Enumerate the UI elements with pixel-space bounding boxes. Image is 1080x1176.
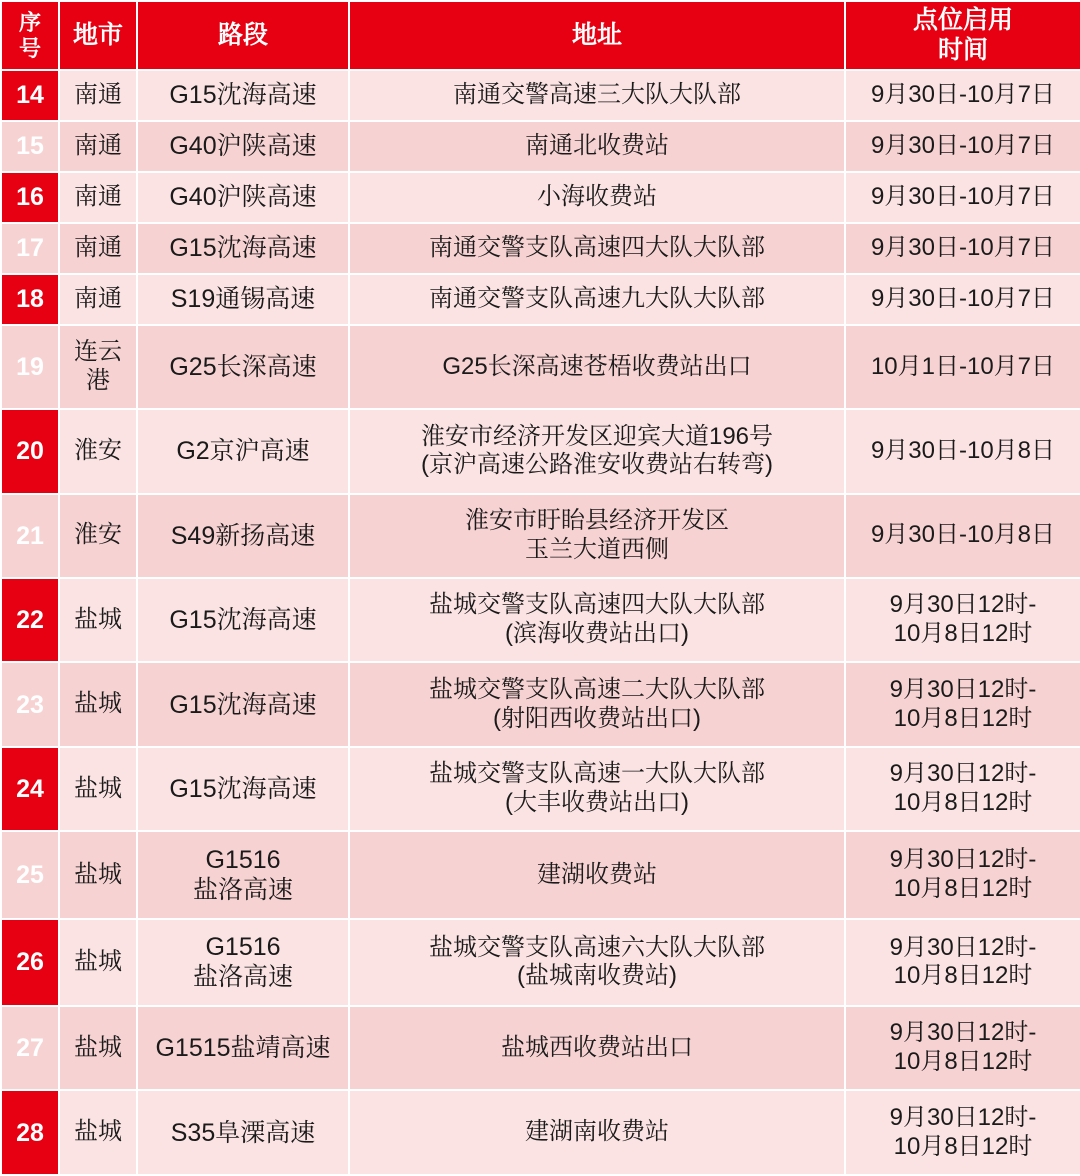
row-index-cell [1,747,59,831]
row-time-cell [845,578,1080,662]
row-road-cell-line-1: G15沈海高速 [169,234,317,263]
row-time-cell-line-2: 10月8日12时 [893,789,1033,817]
row-index-cell [1,172,59,223]
row-index-cell-line-1: 16 [16,183,44,212]
row-address-cell-line-1: 南通北收费站 [525,132,669,160]
row-index-cell [1,662,59,746]
row-index-cell [1,1090,59,1175]
row-road-cell [137,274,349,325]
row-address-cell [349,662,845,746]
row-address-cell [349,578,845,662]
row-index-cell-line-1: 26 [16,948,44,977]
row-road-cell-line-1: G1516 [205,933,281,962]
row-index-cell [1,578,59,662]
row-time-cell-line-1: 9月30日-10月7日 [870,233,1056,261]
row-city-cell [59,662,137,746]
row-city-cell-line-1: 盐城 [74,1033,122,1061]
row-city-cell [59,274,137,325]
column-header-time [845,1,1080,70]
table-row [1,70,1080,121]
row-address-cell [349,919,845,1006]
row-address-cell [349,172,845,223]
row-address-cell-line-1: 南通交警高速三大队大队部 [453,81,741,109]
row-road-cell [137,223,349,274]
table-row [1,223,1080,274]
row-time-cell-line-1: 9月30日12时- [889,933,1037,961]
table-header-row [1,1,1080,70]
row-time-cell [845,70,1080,121]
row-time-cell-line-1: 9月30日-10月7日 [870,182,1056,210]
row-time-cell-line-1: 9月30日-10月7日 [870,81,1056,109]
row-address-cell-line-2: (京沪高速公路淮安收费站右转弯) [421,451,773,479]
row-index-cell-line-1: 17 [16,234,44,263]
row-road-cell-line-1: S19通锡高速 [170,285,316,314]
row-time-cell [845,747,1080,831]
row-time-cell-line-1: 9月30日12时- [889,1019,1037,1047]
row-city-cell [59,121,137,172]
row-time-cell-line-2: 10月8日12时 [893,704,1033,732]
row-index-cell-line-1: 21 [16,521,44,550]
row-time-cell-line-2: 10月8日12时 [893,620,1033,648]
row-address-cell-line-2: (盐城南收费站) [517,962,677,990]
row-time-cell-line-1: 9月30日12时- [889,1103,1037,1131]
row-city-cell-line-1: 淮安 [74,521,122,549]
table-row [1,662,1080,746]
row-address-cell-line-1: 盐城交警支队高速四大队大队部 [429,591,765,619]
row-city-cell-line-1: 盐城 [74,605,122,633]
row-city-cell [59,578,137,662]
row-index-cell [1,70,59,121]
row-time-cell-line-1: 9月30日-10月7日 [870,284,1056,312]
row-time-cell-line-1: 10月1日-10月7日 [870,352,1056,380]
table-row [1,1090,1080,1175]
row-city-cell-line-1: 南通 [74,81,122,109]
row-road-cell-line-1: G15沈海高速 [169,606,317,635]
row-road-cell [137,494,349,578]
table-row [1,831,1080,918]
row-road-cell [137,325,349,409]
row-index-cell-line-1: 23 [16,690,44,719]
row-index-cell-line-1: 14 [16,81,44,110]
row-road-cell [137,1006,349,1090]
row-city-cell [59,1090,137,1175]
row-address-cell [349,494,845,578]
row-address-cell [349,409,845,493]
row-time-cell-line-2: 10月8日12时 [893,1132,1033,1160]
row-city-cell [59,1006,137,1090]
row-index-cell [1,494,59,578]
row-address-cell [349,747,845,831]
row-index-cell-line-1: 19 [16,352,44,381]
row-city-cell-line-1: 连云 [74,338,122,366]
column-header-time-line-1: 点位启用 [912,6,1013,34]
row-time-cell-line-1: 9月30日12时- [889,591,1037,619]
row-city-cell [59,409,137,493]
row-address-cell-line-1: 盐城交警支队高速一大队大队部 [429,760,765,788]
row-road-cell-line-1: G40沪陕高速 [169,183,317,212]
row-index-cell [1,409,59,493]
row-city-cell-line-1: 盐城 [74,947,122,975]
row-address-cell-line-1: 盐城西收费站出口 [501,1033,693,1061]
row-city-cell-line-1: 盐城 [74,1118,122,1146]
row-time-cell [845,274,1080,325]
row-index-cell [1,919,59,1006]
row-time-cell [845,494,1080,578]
row-city-cell-line-1: 南通 [74,182,122,210]
row-road-cell [137,121,349,172]
row-address-cell-line-1: 淮安市经济开发区迎宾大道196号 [420,422,774,450]
row-road-cell-line-1: G25长深高速 [169,352,317,381]
row-address-cell-line-2: 玉兰大道西侧 [525,535,669,563]
row-road-cell-line-1: G1515盐靖高速 [155,1034,331,1063]
column-header-address: 地址 [349,1,845,70]
row-road-cell-line-2: 盐洛高速 [192,875,293,904]
row-time-cell-line-1: 9月30日12时- [889,760,1037,788]
table-row [1,274,1080,325]
column-header-index [1,1,59,70]
row-index-cell [1,223,59,274]
row-time-cell [845,662,1080,746]
table-body [1,70,1080,1175]
table-row [1,409,1080,493]
row-address-cell-line-2: (滨海收费站出口) [505,620,689,648]
row-city-cell [59,494,137,578]
row-road-cell-line-1: G40沪陕高速 [169,132,317,161]
row-city-cell [59,919,137,1006]
column-header-index-line-2: 号 [18,35,41,61]
row-road-cell [137,409,349,493]
table-row [1,1006,1080,1090]
row-road-cell-line-1: S35阜溧高速 [170,1118,316,1147]
row-address-cell-line-1: 盐城交警支队高速六大队大队部 [429,933,765,961]
row-time-cell-line-2: 10月8日12时 [893,1048,1033,1076]
row-road-cell [137,578,349,662]
row-city-cell-line-1: 南通 [74,284,122,312]
row-road-cell-line-1: S49新扬高速 [170,521,316,550]
row-road-cell-line-1: G15沈海高速 [169,690,317,719]
row-road-cell-line-1: G1516 [205,845,281,874]
column-header-road: 路段 [137,1,349,70]
row-time-cell [845,1090,1080,1175]
row-index-cell [1,274,59,325]
row-address-cell [349,70,845,121]
row-road-cell-line-1: G15沈海高速 [169,775,317,804]
row-time-cell [845,1006,1080,1090]
row-city-cell-line-1: 盐城 [74,774,122,802]
row-address-cell-line-1: 南通交警支队高速九大队大队部 [429,284,765,312]
table-row [1,121,1080,172]
row-road-cell [137,1090,349,1175]
row-index-cell-line-1: 24 [16,775,44,804]
row-address-cell-line-1: 建湖南收费站 [525,1118,669,1146]
row-city-cell-line-1: 淮安 [74,437,122,464]
row-address-cell-line-1: 小海收费站 [537,182,657,210]
row-city-cell [59,831,137,918]
row-road-cell [137,919,349,1006]
row-index-cell-line-1: 27 [16,1034,44,1063]
row-city-cell [59,223,137,274]
row-city-cell [59,70,137,121]
row-city-cell [59,172,137,223]
row-road-cell-line-2: 盐洛高速 [192,963,293,992]
row-time-cell [845,409,1080,493]
row-road-cell [137,662,349,746]
row-index-cell [1,831,59,918]
row-address-cell [349,831,845,918]
row-time-cell-line-2: 10月8日12时 [893,874,1033,902]
row-address-cell [349,1090,845,1175]
row-index-cell [1,1006,59,1090]
row-road-cell-line-1: G2京沪高速 [176,437,310,466]
row-city-cell-line-1: 盐城 [74,860,122,888]
row-road-cell-line-1: G15沈海高速 [169,81,317,110]
row-city-cell-line-1: 南通 [74,233,122,261]
row-index-cell [1,325,59,409]
row-city-cell [59,325,137,409]
row-index-cell-line-1: 25 [16,860,44,889]
row-time-cell [845,223,1080,274]
row-road-cell [137,172,349,223]
row-city-cell [59,747,137,831]
row-index-cell-line-1: 15 [16,132,44,161]
row-address-cell-line-1: 南通交警支队高速四大队大队部 [429,233,765,261]
row-address-cell-line-2: (大丰收费站出口) [505,789,689,817]
row-road-cell [137,747,349,831]
column-header-time-line-2: 时间 [937,35,988,64]
column-header-city: 地市 [59,1,137,70]
table-row [1,325,1080,409]
row-address-cell-line-1: 建湖收费站 [537,860,657,888]
row-index-cell-line-1: 22 [16,606,44,635]
row-time-cell [845,831,1080,918]
row-address-cell-line-1: 淮安市盱眙县经济开发区 [465,507,729,535]
row-time-cell-line-2: 10月8日12时 [893,962,1033,990]
row-time-cell-line-1: 9月30日-10月8日 [870,437,1056,464]
row-index-cell-line-1: 20 [16,437,44,466]
table-header [1,1,1080,70]
row-time-cell-line-1: 9月30日-10月7日 [870,132,1056,160]
row-address-cell-line-1: G25长深高速苍梧收费站出口 [442,352,752,380]
row-address-cell [349,223,845,274]
row-address-cell-line-1: 盐城交警支队高速二大队大队部 [429,675,765,703]
row-address-cell [349,121,845,172]
row-time-cell-line-1: 9月30日12时- [889,675,1037,703]
table-row [1,172,1080,223]
row-index-cell [1,121,59,172]
row-city-cell-line-1: 南通 [74,132,122,160]
row-address-cell [349,1006,845,1090]
row-address-cell [349,274,845,325]
row-index-cell-line-1: 18 [16,285,44,314]
row-time-cell [845,172,1080,223]
row-time-cell [845,121,1080,172]
row-address-cell [349,325,845,409]
column-header-index-line-1: 序 [18,9,41,35]
row-city-cell-line-1: 盐城 [74,690,122,718]
row-city-cell-line-2: 港 [86,366,110,394]
row-road-cell [137,831,349,918]
table-row [1,494,1080,578]
row-road-cell [137,70,349,121]
row-time-cell-line-1: 9月30日-10月8日 [870,521,1056,549]
row-address-cell-line-2: (射阳西收费站出口) [493,704,701,732]
table-row [1,578,1080,662]
table-row [1,919,1080,1006]
row-time-cell [845,325,1080,409]
row-time-cell [845,919,1080,1006]
row-index-cell-line-1: 28 [16,1118,44,1147]
row-time-cell-line-1: 9月30日12时- [889,846,1037,874]
table-row [1,747,1080,831]
